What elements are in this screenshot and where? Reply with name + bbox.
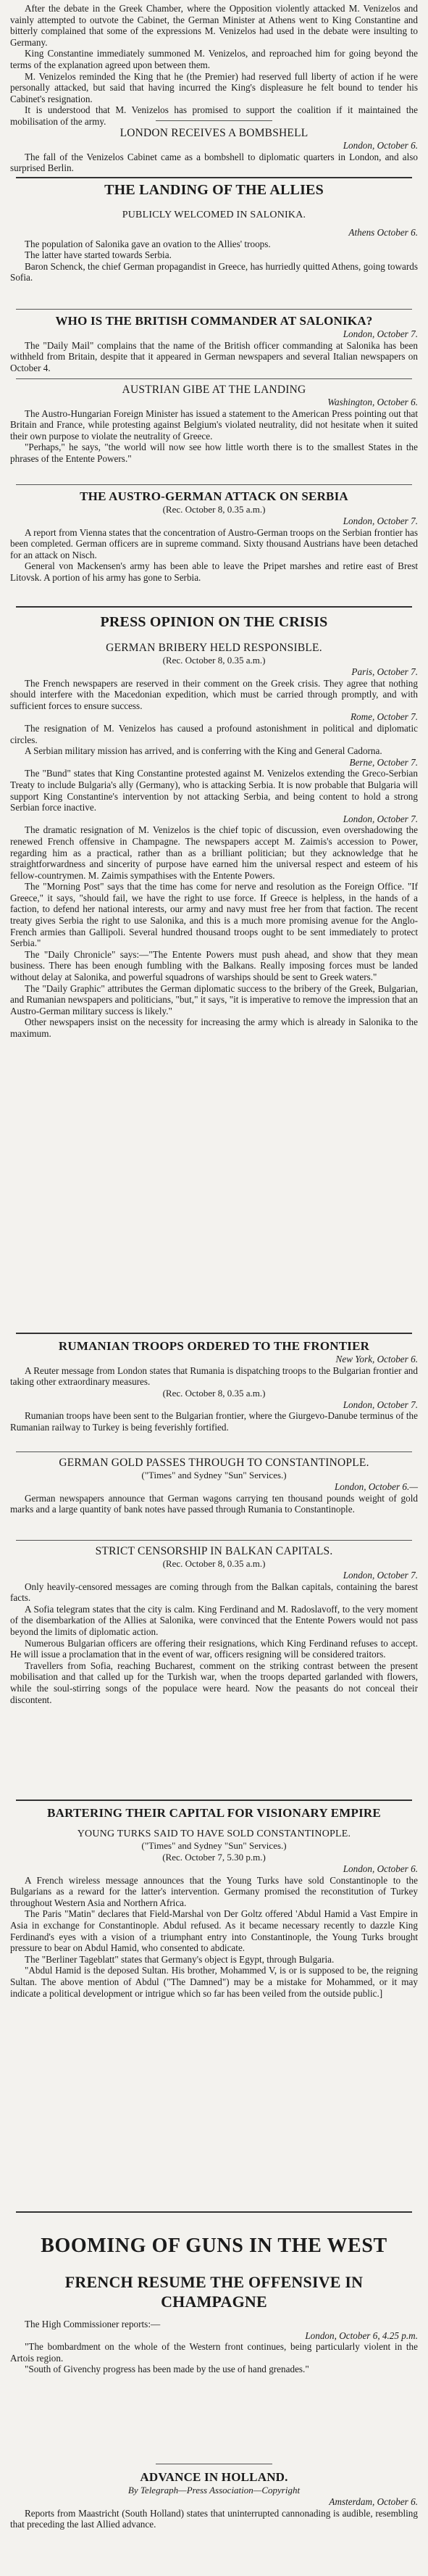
dateline: London, October 6.— [334,1481,418,1492]
dateline: London, October 7. [343,813,418,824]
dateline: Amsterdam, October 6. [329,2496,418,2507]
landing-of-allies-article [10,181,418,283]
article-paragraph: A Serbian military mission has arrived, and is conferring with the King and General Cadorna. [25,745,382,757]
headline: LONDON RECEIVES A BOMBSHELL [119,127,309,139]
young-turks-article [10,1805,418,1999]
divider [156,120,272,121]
article-paragraph: The "Bund" states that King Constantine protested against M. Venizelos extending the Greco-Serbian Treaty to include Bulgaria's ally (Germany), who is attacking Serbia. It is now probable that Bulgaria will support King Constantine's intervention by not attacking Serbia, and being content to hold a strong Serbian force inactive. [10,768,418,813]
venizelos-resignation-article [10,3,418,128]
services-credit: ("Times" and Sydney "Sun" Services.) [141,1840,287,1851]
article-paragraph: General von Mackensen's army has been able to leave the Pripet marshes and retire east of Brest Litovsk. A portion of his army has gone to Serbia. [10,560,418,583]
article-paragraph: "Abdul Hamid is the deposed Sultan. His brother, Mohammed V, is or is supposed to be, the reigning Sultan. The above mention of Abdul ("The Damned") may be a mistake for Mohammed, or it may indicate a political development or intrigue which so far has been veiled from the outside public.] [10,1965,418,1999]
article-paragraph: A Sofia telegram states that the city is calm. King Ferdinand and M. Radoslavoff, to the very moment of the disembarkation of the Allies at Salonika, were convinced that the Entente Powers would not pass beyond the limits of diplomatic action. [10,1603,418,1637]
article-paragraph: The Austro-Hungarian Foreign Minister has issued a statement to the American Press pointing out that Britain and France, while protesting against Belgium's violated neutrality, did not hesitate when it suited their own purpose to violate the neutrality of Greece. [10,407,418,442]
divider [16,177,412,178]
divider [16,606,412,608]
headline: ADVANCE IN HOLLAND. [140,2470,288,2484]
article-paragraph: Numerous Bulgarian officers are offering their resignations, which King Ferdinand refuses to accept. He will issue a proclamation that in the event of war, officers resigning will be considered traitors. [10,1637,418,1660]
subheadline: YOUNG TURKS SAID TO HAVE SOLD CONSTANTINOPLE. [77,1829,351,1839]
rumanian-troops-article [10,1338,418,1433]
headline: BARTERING THEIR CAPITAL FOR VISIONARY EMPIRE [47,1806,381,1820]
headline: PRESS OPINION ON THE CRISIS [100,614,328,630]
london-bombshell-article [10,126,418,174]
divider [16,1451,412,1452]
dateline: Athens October 6. [348,227,418,238]
dateline: London, October 7. [343,515,418,526]
booming-guns-article [10,2235,418,2375]
divider [16,1800,412,1801]
copyright-credit: By Telegraph—Press Association—Copyright [127,2485,301,2496]
headline: GERMAN GOLD PASSES THROUGH TO CONSTANTINOPLE. [59,1457,369,1469]
headline: WHO IS THE BRITISH COMMANDER AT SALONIKA? [55,314,373,328]
article-paragraph: The dramatic resignation of M. Venizelos is the chief topic of discussion, even overshadowing the renewed French offensive in Champagne. The newspapers accept M. Zaimis's accession to Power, regarding him as a practical, rather than as a brilliant politician; but they acknowledge that he straightforwardness and sincerity of purpose have earned him the universal respect and esteem of his fellow-countrymen. M. Zaimis sympathises with the Entente Powers. [10,824,418,881]
received-time: (Rec. October 7, 5.30 p.m.) [162,1852,266,1863]
headline: STRICT CENSORSHIP IN BALKAN CAPITALS. [95,1545,333,1557]
article-paragraph: Travellers from Sofia, reaching Bucharest, comment on the striking contrast between the present mobilisation and that called up for the Turkish war, when the troops departed garlanded with flowers, while the soul-stirring songs of the populace were heard. Now the peasants do not conceal their discontent. [10,1660,418,1705]
services-credit: ("Times" and Sydney "Sun" Services.) [141,1470,287,1480]
article-paragraph: Other newspapers insist on the necessity for increasing the army which is already in Salonika to the maximum. [10,1016,418,1039]
received-time: (Rec. October 8, 0.35 a.m.) [162,1558,266,1569]
british-commander-article [10,313,418,373]
article-paragraph: The "Daily Chronicle" says:—"The Entente Powers must push ahead, and show that they mean business. There has been enough fumbling with the Balkans. Really imposing forces must be landed without delay at Salonika, and powerful squadrons of warships should be sent to Greek waters." [10,948,418,983]
article-paragraph: The Paris "Matin" declares that Field-Marshal von Der Goltz offered 'Abdul Hamid a Vast Empire in Asia in exchange for Constantinople. Abdul refused. As it became necessary recently to dazzle King Ferdinand's eyes with a vision of a triumphant entry into Constantinople, the Young Turks brought pressure to bear on Abdul Hamid, who consented to abdicate. [10,1908,418,1954]
divider [16,2211,412,2213]
divider [16,1540,412,1541]
article-paragraph: The latter have started towards Serbia. [25,249,172,261]
austro-german-attack-article [10,489,418,584]
headline: AUSTRIAN GIBE AT THE LANDING [122,384,306,396]
article-paragraph: German newspapers announce that German wagons carrying ten thousand pounds weight of gold marks and a large quantity of bank notes have passed through Rumania to Constantinople. [10,1492,418,1515]
dateline: Berne, October 7. [349,756,418,768]
german-gold-article [10,1456,418,1515]
divider [16,484,412,485]
dateline: London, October 6. [343,140,418,151]
subheadline: FRENCH RESUME THE OFFENSIVE IN CHAMPAGNE [64,2273,364,2311]
divider [16,1333,412,1334]
article-paragraph: It is understood that M. Venizelos has promised to support the coalition if it maintained the mobilisation of the army. [10,104,418,127]
headline: THE AUSTRO-GERMAN ATTACK ON SERBIA [80,489,348,503]
headline: BOOMING OF GUNS IN THE WEST [41,2235,387,2257]
article-paragraph: Only heavily-censored messages are coming through from the Balkan capitals, containing the barest facts. [10,1581,418,1604]
article-paragraph: King Constantine immediately summoned M. Venizelos, and reproached him for going beyond the terms of the explanation agreed upon between them. [10,48,418,70]
dateline: London, October 7. [343,1570,418,1581]
dateline: London, October 7. [343,328,418,339]
article-paragraph: M. Venizelos reminded the King that he (the Premier) had reserved full liberty of action if he were personally attacked, but said that having incurred the King's displeasure he felt bound to tender his Cabinet's resignation. [10,70,418,104]
article-paragraph: Reports from Maastricht (South Holland) states that uninterrupted cannonading is audible, resembling that preceding the last Allied advance. [10,2507,418,2530]
article-paragraph: After the debate in the Greek Chamber, where the Opposition violently attacked M. Venizelos and vainly attempted to outvote the Cabinet, the German Minister at Athens went to King Constantine and bitterly complained that some of the expressions M. Venizelos had used in the debate were insulting to Germany. [10,3,418,48]
article-paragraph: A French wireless message announces that the Young Turks have sold Constantinople to the Bulgarians as a reward for the latter's intervention. Germany promised the reconstitution of Turkey throughout Western Asia and Northern Africa. [10,1874,418,1908]
dateline: New York, October 6. [335,1354,418,1364]
press-opinion-article [10,613,418,1040]
article-paragraph: A report from Vienna states that the concentration of Austro-German troops on the Serbian frontier has been completed. German officers are in supreme command. Sixty thousand Austrians have been detached for an attack on Nisch. [10,526,418,560]
subheadline: PUBLICLY WELCOMED IN SALONIKA. [122,210,306,220]
received-time: (Rec. October 8, 0.35 a.m.) [162,504,266,515]
article-intro: The High Commissioner reports:— [25,2319,161,2329]
article-paragraph: Baron Schenck, the chief German propagandist in Greece, has hurriedly quitted Athens, going towards Sofia. [10,260,418,283]
article-paragraph: The "Morning Post" says that the time has come for nerve and resolution as the Foreign Office. "If Greece," it says, "should fail, we have the right to use force. If Greece is helpless, in the hands of a faction, to defend her national interests, our army and navy must free her from that faction. The recent treaty gives Serbia the right to use Salonika, and this is a much more promising avenue for the Anglo-French armies than Gallipoli. Several hundred thousand troops ought to be sent immediately to protect Serbia." [10,881,418,949]
headline: RUMANIAN TROOPS ORDERED TO THE FRONTIER [58,1339,370,1353]
article-paragraph: "The bombardment on the whole of the Western front continues, being particularly violent in the Artois region. [10,2341,418,2364]
article-paragraph: "Perhaps," he says, "the world will now see how little worth there is to the smallest States in the phrases of the Entente Powers." [10,442,418,464]
article-paragraph: The resignation of M. Venizelos has caused a profound astonishment in political and diplomatic circles. [10,722,418,745]
article-paragraph: The "Berliner Tageblatt" states that Germany's object is Egypt, through Bulgaria. [25,1953,335,1965]
dateline: Rome, October 7. [350,711,418,723]
received-time: (Rec. October 8, 0.35 a.m.) [162,655,266,666]
divider [16,378,412,379]
dateline: London, October 6. [343,1863,418,1874]
dateline: London, October 7. [343,1399,418,1410]
article-paragraph: The fall of the Venizelos Cabinet came as a bombshell to diplomatic quarters in London, and also surprised Berlin. [10,151,418,174]
article-paragraph: The "Daily Mail" complains that the name of the British officer commanding at Salonika has been withheld from Britain, despite that it appeared in German newspapers and several Italian newspapers on October 4. [10,339,418,373]
dateline: Washington, October 6. [327,397,418,407]
article-paragraph: The French newspapers are reserved in their comment on the Greek crisis. They agree that nothing should interfere with the Macedonian expedition, which must be carried through promptly, and with sufficient forces to ensure success. [10,677,418,711]
divider [16,309,412,310]
article-paragraph: The "Daily Graphic" attributes the German diplomatic success to the bribery of the Greek, Bulgarian, and Rumanian newspapers and politicians, "but," it says, "it is imperative to remove the impression that an Austro-German military success is likely." [10,982,418,1016]
austrian-gibe-article [10,383,418,465]
article-paragraph: "South of Givenchy progress has been made by the use of hand grenades." [25,2364,309,2375]
article-paragraph: The population of Salonika gave an ovation to the Allies' troops. [25,238,271,249]
subheadline: GERMAN BRIBERY HELD RESPONSIBLE. [106,642,322,654]
holland-advance-article [10,2469,418,2530]
article-paragraph: Rumanian troops have been sent to the Bulgarian frontier, where the Giurgevo-Danube terminus of the Rumanian railway to Turkey is being feverishly fortified. [10,1410,418,1433]
dateline: London, October 6, 4.25 p.m. [305,2329,418,2341]
strict-censorship-article [10,1544,418,1705]
dateline: Paris, October 7. [351,666,418,677]
received-time: (Rec. October 8, 0.35 a.m.) [162,1387,266,1399]
headline: THE LANDING OF THE ALLIES [104,182,324,198]
article-paragraph: A Reuter message from London states that Rumania is dispatching troops to the Bulgarian frontier and taking other extraordinary measures. [10,1364,418,1388]
